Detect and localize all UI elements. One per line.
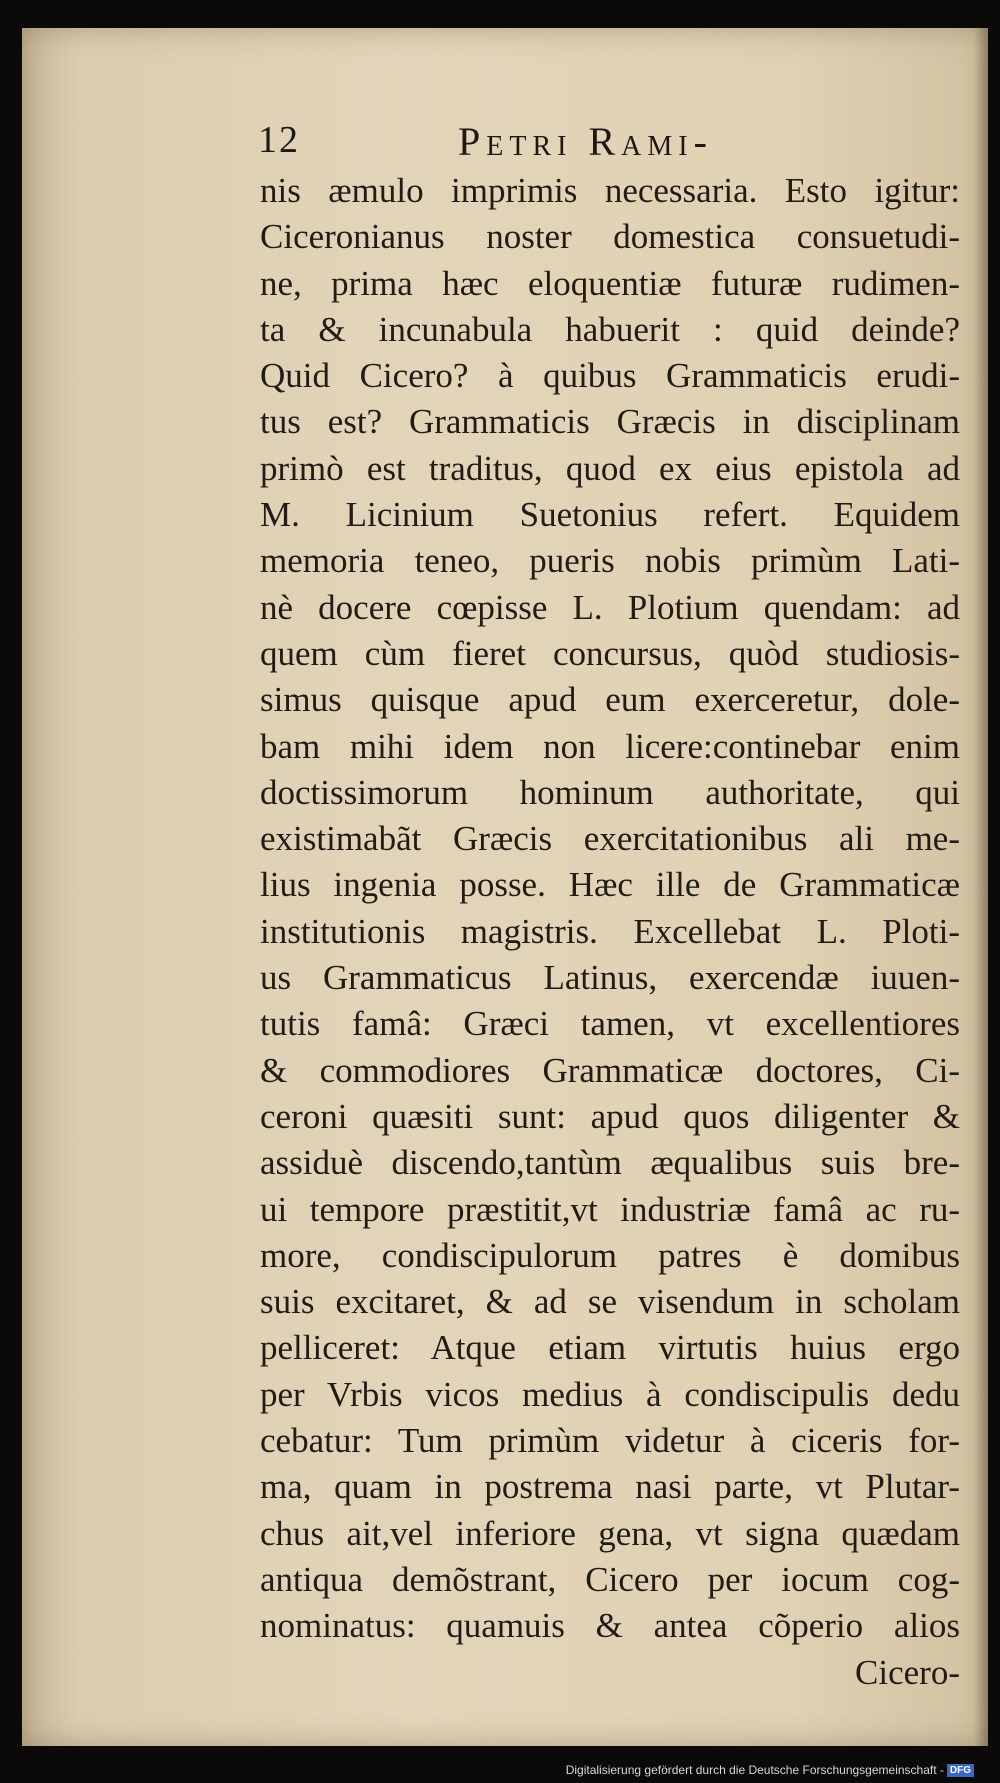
page-number: 12 <box>258 119 300 161</box>
text-line: ta & incunabula habuerit : quid deinde? <box>260 309 960 349</box>
text-line: lius ingenia posse. Hæc ille de Grammaticæ <box>260 865 960 905</box>
text-line: us Grammaticus Latinus, exercendæ iuuen- <box>260 958 960 998</box>
text-line: chus ait,vel inferiore gena, vt signa quædam <box>260 1513 960 1553</box>
text-line: suis excitaret, & ad se visendum in scholam <box>260 1282 960 1322</box>
text-line: more, condiscipulorum patres è domibus <box>260 1235 960 1275</box>
text-line: Quid Cicero? à quibus Grammaticis erudi- <box>260 356 960 396</box>
text-line: tutis famâ: Græci tamen, vt excellentiores <box>260 1004 960 1044</box>
text-line: Ciceronianus noster domestica consuetudi- <box>260 217 960 257</box>
body-text <box>260 168 960 1696</box>
text-line: per Vrbis vicos medius à condiscipulis dedu <box>260 1374 960 1414</box>
text-line: doctissimorum hominum authoritate, qui <box>260 772 960 812</box>
text-line: ui tempore præstitit,vt industriæ famâ ac ru- <box>260 1189 960 1229</box>
running-head <box>258 118 818 166</box>
credit-text: Digitalisierung gefördert durch die Deutsche Forschungsgemeinschaft - <box>565 1762 944 1777</box>
text-line: nè docere cœpisse L. Plotium quendam: ad <box>260 587 960 627</box>
text-line: existimabãt Græcis exercitationibus ali me- <box>260 819 960 859</box>
text-line: nis æmulo imprimis necessaria. Esto igitur: <box>260 171 960 210</box>
page-edge-shadow <box>974 28 988 1746</box>
digitization-credit <box>566 1763 974 1777</box>
text-line: quem cùm fieret concursus, quòd studiosis- <box>260 633 960 673</box>
text-line: tus est? Grammaticis Græcis in disciplinam <box>260 402 960 442</box>
text-line: institutionis magistris. Excellebat L. Ploti- <box>260 911 960 951</box>
text-line: pelliceret: Atque etiam virtutis huius ergo <box>260 1328 960 1368</box>
text-line: ceroni quæsiti sunt: apud quos diligenter & <box>260 1096 960 1136</box>
text-line: simus quisque apud eum exerceretur, dole- <box>260 680 960 720</box>
catchword: Cicero- <box>855 1652 960 1692</box>
text-line: ma, quam in postrema nasi parte, vt Plutar- <box>260 1467 960 1507</box>
text-line: nominatus: quamuis & antea cõperio alios <box>260 1606 960 1646</box>
dfg-logo: DFG <box>947 1764 974 1777</box>
book-page <box>22 28 988 1746</box>
text-line: antiqua demõstrant, Cicero per iocum cog- <box>260 1559 960 1599</box>
text-line: bam mihi idem non licere:continebar enim <box>260 726 960 766</box>
running-head-title: Petri Rami- <box>458 119 713 164</box>
text-line: cebatur: Tum primùm videtur à ciceris for- <box>260 1421 960 1461</box>
text-line: M. Licinium Suetonius refert. Equidem <box>260 495 960 535</box>
text-line: primò est traditus, quod ex eius epistola ad <box>260 448 960 488</box>
text-line: assiduè discendo,tantùm æqualibus suis bre- <box>260 1143 960 1183</box>
text-line: & commodiores Grammaticæ doctores, Ci- <box>260 1050 960 1090</box>
text-line: memoria teneo, pueris nobis primùm Lati- <box>260 541 960 581</box>
text-line: ne, prima hæc eloquentiæ futuræ rudimen- <box>260 263 960 303</box>
